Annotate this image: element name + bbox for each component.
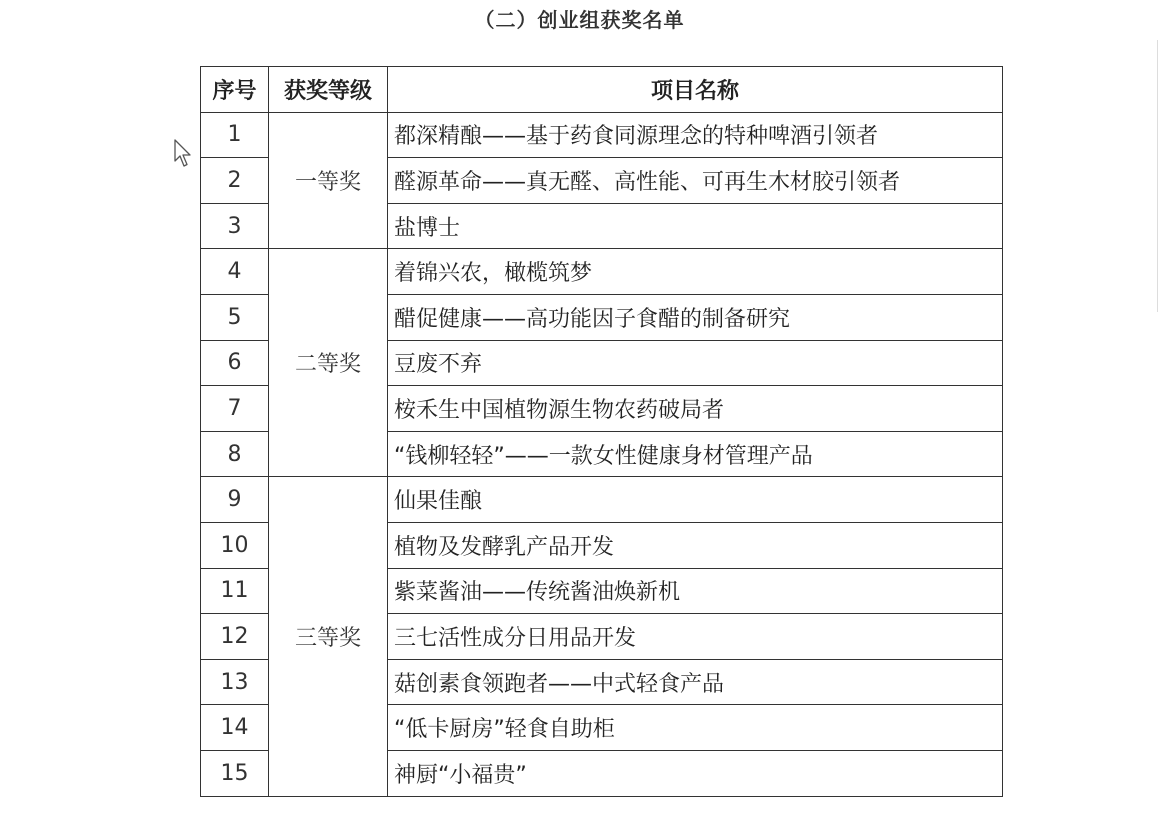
row-number: 3 bbox=[201, 203, 269, 249]
table-header-row bbox=[201, 67, 1003, 113]
row-number: 15 bbox=[201, 750, 269, 796]
header-award-level: 获奖等级 bbox=[269, 67, 388, 113]
project-name: 盐博士 bbox=[388, 203, 1003, 249]
project-name: 植物及发酵乳产品开发 bbox=[388, 522, 1003, 568]
row-number: 7 bbox=[201, 386, 269, 432]
row-number: 2 bbox=[201, 158, 269, 204]
project-name: “低卡厨房”轻食自助柜 bbox=[388, 705, 1003, 751]
award-level-second: 二等奖 bbox=[269, 249, 388, 477]
row-number: 14 bbox=[201, 705, 269, 751]
project-name: 神厨“小福贵” bbox=[388, 750, 1003, 796]
row-number: 12 bbox=[201, 614, 269, 660]
header-number: 序号 bbox=[201, 67, 269, 113]
page-title: （二）创业组获奖名单 bbox=[474, 8, 685, 32]
row-number: 9 bbox=[201, 477, 269, 523]
table-row bbox=[201, 249, 1003, 295]
project-name: 紫菜酱油——传统酱油焕新机 bbox=[388, 568, 1003, 614]
award-level-first: 一等奖 bbox=[269, 112, 388, 249]
row-number: 5 bbox=[201, 294, 269, 340]
project-name: 菇创素食领跑者——中式轻食产品 bbox=[388, 659, 1003, 705]
header-project-name: 项目名称 bbox=[388, 67, 1003, 113]
row-number: 4 bbox=[201, 249, 269, 295]
scrollbar-edge bbox=[1157, 40, 1158, 312]
row-number: 10 bbox=[201, 522, 269, 568]
project-name: 都深精酿——基于药食同源理念的特种啤酒引领者 bbox=[388, 112, 1003, 158]
award-list-table bbox=[200, 66, 1003, 797]
award-level-third: 三等奖 bbox=[269, 477, 388, 796]
project-name: 三七活性成分日用品开发 bbox=[388, 614, 1003, 660]
row-number: 8 bbox=[201, 431, 269, 477]
project-name: 桉禾生中国植物源生物农药破局者 bbox=[388, 386, 1003, 432]
row-number: 11 bbox=[201, 568, 269, 614]
project-name: 醛源革命——真无醛、高性能、可再生木材胶引领者 bbox=[388, 158, 1003, 204]
table-row bbox=[201, 477, 1003, 523]
project-name: 豆废不弃 bbox=[388, 340, 1003, 386]
project-name: 醋促健康——高功能因子食醋的制备研究 bbox=[388, 294, 1003, 340]
row-number: 6 bbox=[201, 340, 269, 386]
table-row bbox=[201, 112, 1003, 158]
row-number: 1 bbox=[201, 112, 269, 158]
mouse-pointer-icon bbox=[174, 139, 194, 169]
project-name: “钱柳轻轻”——一款女性健康身材管理产品 bbox=[388, 431, 1003, 477]
project-name: 着锦兴农，橄榄筑梦 bbox=[388, 249, 1003, 295]
row-number: 13 bbox=[201, 659, 269, 705]
project-name: 仙果佳酿 bbox=[388, 477, 1003, 523]
